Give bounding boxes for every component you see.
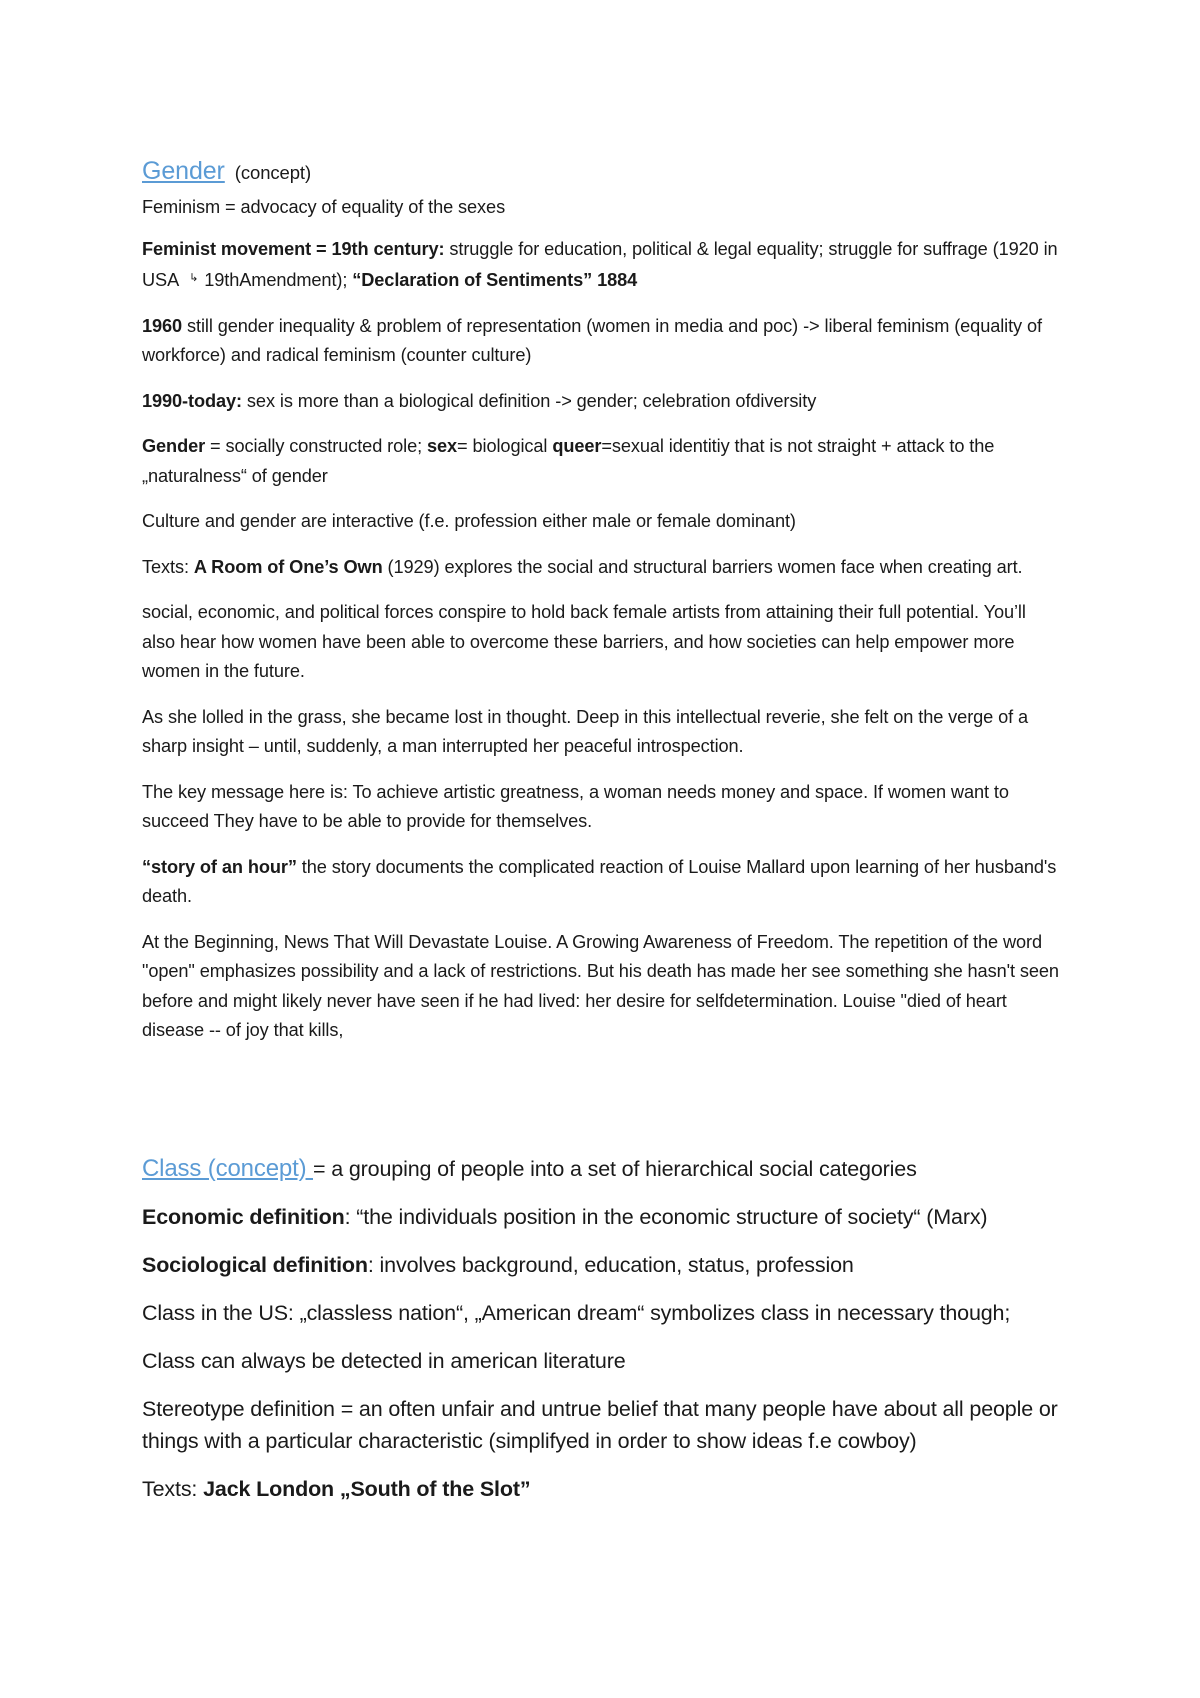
text: : “the individuals position in the economic structure of society“ (Marx)	[344, 1205, 988, 1229]
class-title-rest: = a grouping of people into a set of hierarchical social categories	[313, 1157, 917, 1181]
text: : involves background, education, status, profession	[367, 1253, 854, 1277]
bold-text: A Room of One’s Own	[193, 556, 383, 577]
bold-text: Economic definition	[142, 1205, 345, 1229]
culture-gender-paragraph: Culture and gender are interactive (f.e. profession either male or female dominant)	[142, 511, 796, 531]
bold-text: 1960	[142, 315, 183, 336]
text: =sexual identitiy that is not straight + attack to the „naturalness“ of gender	[142, 436, 995, 486]
class-heading	[142, 1153, 1072, 1185]
american-literature-paragraph: Class can always be detected in american literature	[142, 1349, 626, 1373]
class-title: Class (concept)	[142, 1155, 313, 1182]
feminist-movement-paragraph	[142, 235, 1062, 296]
story-of-an-hour-paragraph	[142, 853, 1062, 912]
arrow-icon: ↳	[189, 272, 199, 284]
forces-paragraph: social, economic, and political forces conspire to hold back female artists from attaining their full potential. You’ll also hear how women have been able to overcome these barriers, and how societies can help empower more women in the future.	[142, 602, 1026, 681]
gender-heading	[142, 154, 1062, 190]
texts-room-paragraph	[142, 553, 1062, 583]
class-in-us-paragraph: Class in the US: „classless nation“, „American dream“ symbolizes class in necessary though;	[142, 1301, 1011, 1325]
class-section	[142, 1153, 1072, 1521]
texts-jack-london	[142, 1473, 1072, 1505]
text: still gender inequality & problem of representation (women in media and poc) -> liberal feminism (equality of workforce) and radical feminism (counter culture)	[142, 315, 1042, 365]
gender-subtitle: (concept)	[234, 162, 312, 183]
bold-text: Gender	[142, 436, 206, 456]
beginning-paragraph: At the Beginning, News That Will Devastate Louise. A Growing Awareness of Freedom. The repetition of the word "open" emphasizes possibility and a lack of restrictions. But his death has made her see something she hasn't seen before and might likely never have seen if he had lived: her desire for selfdetermination. Louise "died of heart disease -- of joy that kills,	[142, 931, 1059, 1040]
bold-text: “story of an hour”	[142, 856, 297, 877]
bold-text: Feminist movement = 19th century:	[142, 238, 445, 259]
bold-text: Sociological definition	[142, 1253, 368, 1277]
bold-text: queer	[552, 436, 602, 456]
stereotype-definition: Stereotype definition = an often unfair and untrue belief that many people have about all people or things with a particular characteristic (simplifyed in order to show ideas f.e cowboy)	[142, 1397, 1058, 1453]
text: (1929) explores the social and structural barriers women face when creating art.	[382, 556, 1023, 577]
paragraph-1960	[142, 312, 1062, 371]
bold-text: Jack London „South of the Slot”	[203, 1477, 531, 1501]
economic-definition	[142, 1201, 1072, 1233]
text: Texts:	[142, 556, 194, 577]
bold-text: sex	[427, 436, 458, 456]
text: struggle for education, political & legal equality; struggle for suffrage (1920 in USA	[142, 238, 1058, 290]
gender-section	[142, 154, 1062, 1062]
text: = socially constructed role;	[205, 436, 427, 456]
text: Texts:	[142, 1477, 204, 1501]
gender-title: Gender	[142, 157, 225, 185]
feminism-definition: Feminism = advocacy of equality of the sexes	[142, 197, 506, 217]
grass-paragraph: As she lolled in the grass, she became lost in thought. Deep in this intellectual reverie, she felt on the verge of a sharp insight – until, suddenly, a man interrupted her peaceful introspection.	[142, 706, 1029, 756]
bold-text: “Declaration of Sentiments” 1884	[352, 270, 638, 290]
gender-definition	[142, 432, 1062, 491]
paragraph-1990	[142, 387, 1062, 417]
key-message-paragraph: The key message here is: To achieve artistic greatness, a woman needs money and space. If women want to succeed They have to be able to provide for themselves.	[142, 781, 1009, 831]
text: 19thAmendment);	[204, 270, 353, 290]
text: the story documents the complicated reaction of Louise Mallard upon learning of her husband's death.	[142, 856, 1057, 906]
bold-text: 1990-today:	[142, 390, 242, 411]
sociological-definition	[142, 1249, 1072, 1281]
text: sex is more than a biological definition -> gender; celebration ofdiversity	[241, 390, 817, 411]
text: = biological	[457, 436, 553, 456]
